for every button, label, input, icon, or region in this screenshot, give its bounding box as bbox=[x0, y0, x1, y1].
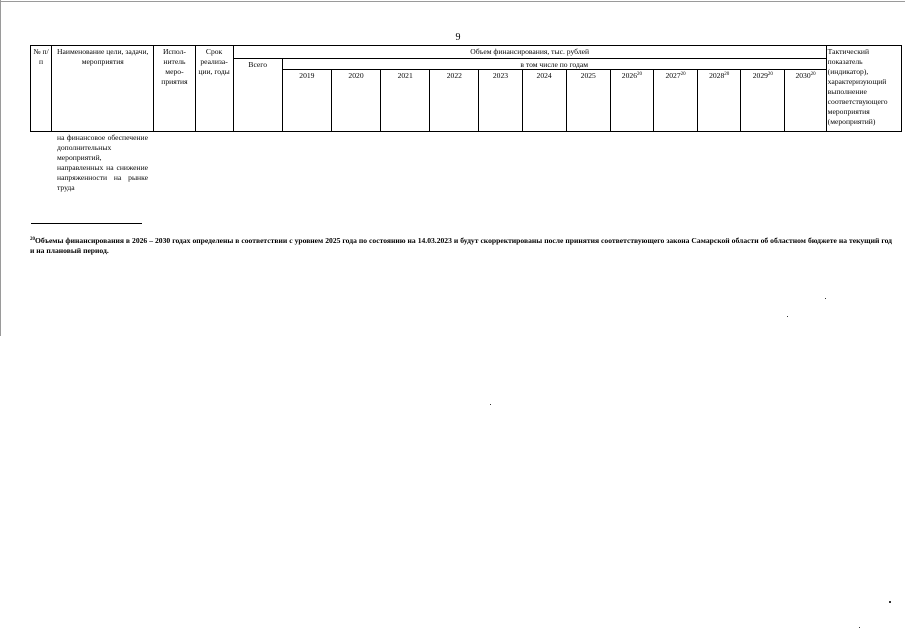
scan-speck bbox=[490, 404, 491, 405]
footnote-separator bbox=[31, 223, 142, 224]
header-name: Наименование цели, задачи, мероприятия bbox=[52, 46, 154, 132]
header-executor: Испол-нитель меро-приятия bbox=[154, 46, 195, 132]
year-2021: 2021 bbox=[381, 70, 430, 132]
scan-speck bbox=[889, 601, 891, 603]
year-2019: 2019 bbox=[282, 70, 331, 132]
year-2024: 2024 bbox=[522, 70, 566, 132]
scan-top-edge bbox=[0, 1, 905, 2]
year-2022: 2022 bbox=[430, 70, 479, 132]
scan-speck bbox=[859, 627, 860, 628]
year-2029: 2029$^{20}$ bbox=[741, 70, 785, 132]
year-2020: 2020 bbox=[331, 70, 380, 132]
financing-table bbox=[30, 45, 902, 132]
page-number: 9 bbox=[455, 32, 461, 43]
footnote-marker: 20 bbox=[30, 237, 35, 242]
header-total: Всего bbox=[233, 59, 282, 132]
year-2023: 2023 bbox=[479, 70, 522, 132]
year-2030: 2030$^{20}$ bbox=[785, 70, 826, 132]
header-funding: Объем финансирования, тыс. рублей bbox=[233, 46, 826, 59]
year-2028: 2028$^{20}$ bbox=[698, 70, 741, 132]
footnote-text: Объемы финансирования в 2026 – 2030 годах определены в соответствии с уровнем 2025 года по состоянию на 14.03.2023 и будут скорректированы после принятия соответствующего закона Самарской области об областном бюджете на текущий год и на плановый период. bbox=[30, 236, 892, 255]
scan-left-edge bbox=[0, 0, 1, 336]
footnote bbox=[30, 236, 892, 256]
continuation-text: на финансовое обеспечение дополнительных мероприятий, направленных на снижение напряженности на рынке труда bbox=[57, 133, 148, 192]
footnote-ref: 20 bbox=[724, 72, 730, 77]
year-2025: 2025 bbox=[566, 70, 610, 132]
header-indicator: Тактический показатель (индикатор), характеризующий выполнение соответствующего мероприятия (мероприятий) bbox=[826, 46, 901, 132]
scan-speck bbox=[787, 316, 788, 317]
footnote-ref: 20 bbox=[680, 72, 686, 77]
footnote-ref: 20 bbox=[636, 72, 642, 77]
scan-speck bbox=[825, 298, 826, 299]
year-2027: 2027$^{20}$ bbox=[653, 70, 697, 132]
header-no: № п/п bbox=[31, 46, 52, 132]
footnote-ref: 20 bbox=[810, 72, 816, 77]
header-by-years: в том числе по годам bbox=[282, 59, 826, 70]
year-2026: 2026$^{20}$ bbox=[610, 70, 653, 132]
header-period: Срок реализа-ции, годы bbox=[195, 46, 233, 132]
footnote-ref: 20 bbox=[767, 72, 773, 77]
